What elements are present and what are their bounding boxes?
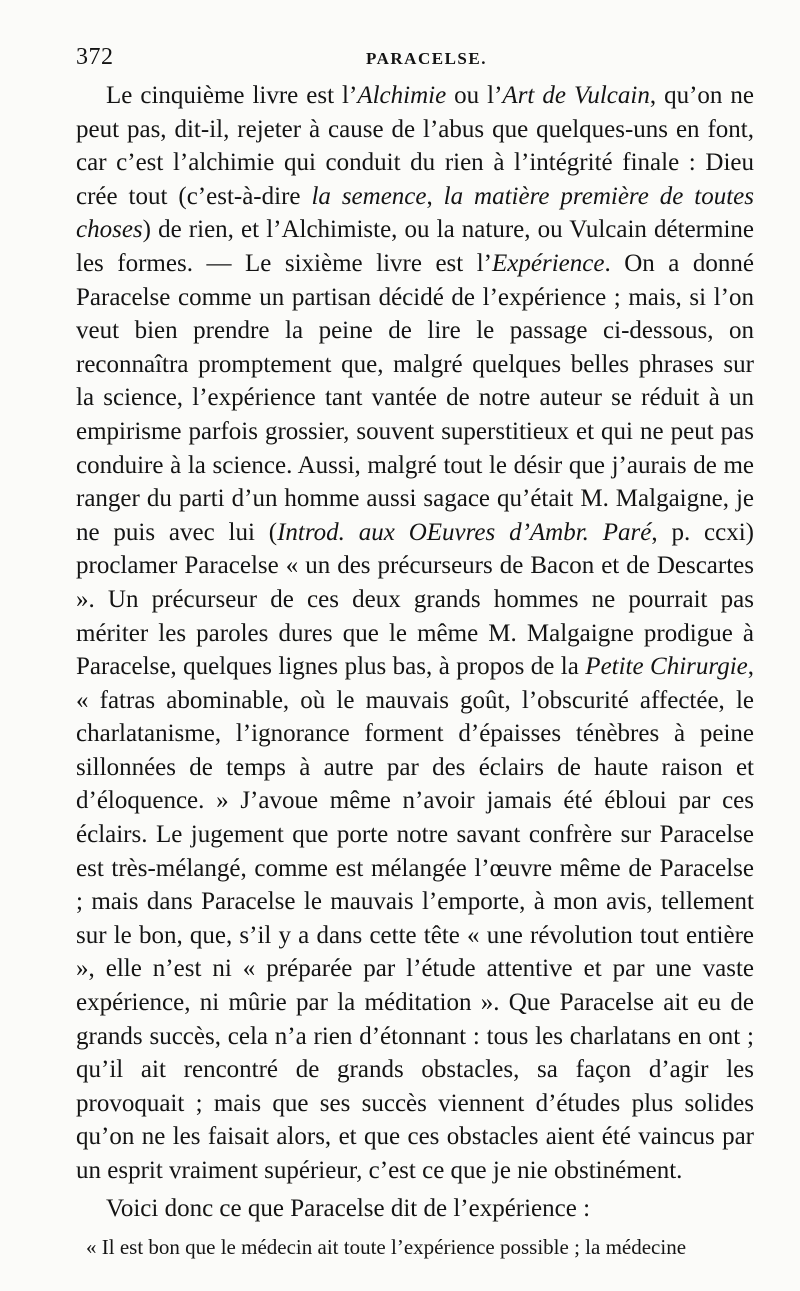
text-run: Le cinquième livre est l’ (106, 82, 358, 109)
italic-title-art-de-vulcain: Art de Vulcain (502, 82, 650, 109)
text-run: , qu’on ne peut pas, dit-il, rejeter à cause de l’abus que quelques-uns en font, car c’est l’alchimie qui conduit du rien à l’intégrité finale : Dieu crée tout (c’est-à-dire (76, 82, 754, 210)
page-header (76, 44, 756, 74)
text-run: . On a donné Paracelse comme un partisan décidé de l’expérience ; mais, si l’on veut bien prendre la peine de lire le passage ci-dessous, on reconnaîtra promptement que, malgré quelques belles phrases sur la science, l’expérience tant vantée de notre auteur se réduit à un empirisme parfois grossier, souvent superstitieux et qui ne peut pas conduire à la science. Aussi, malgré tout le désir que j’aurais de me ranger du parti d’un homme aussi sagace qu’était M. Malgaigne, je ne puis avec lui ( (76, 249, 754, 546)
italic-title-experience: Expérience (492, 249, 605, 277)
italic-title-petite-chirurgie: Petite Chirurgie (585, 653, 748, 681)
text-run: , « fatras abominable, où le mauvais goût, l’obscurité affectée, le charlatanisme, l’ignorance forment d’épaisses ténèbres à peine sillonnées de temps à autre par des éclairs de haute raison et d’éloquence. » J’avoue même n’avoir jamais été ébloui par ces éclairs. Le jugement que porte notre savant confrère sur Paracelse est très-mélangé, comme est mélangée l’œuvre même de Paracelse ; mais dans Paracelse le mauvais l’emporte, à mon avis, tellement sur le bon, que, s’il y a dans cette tête « une révolution tout entière », elle n’est ni « préparée par l’étude attentive et par une vaste expérience, ni mûrie par la méditation ». Que Paracelse ait eu de grands succès, cela n’a rien d’étonnant : tous les charlatans en ont ; qu’il ait rencontré de grands obstacles, sa façon d’agir les provoquait ; mais que ses succès viennent d’études plus solides qu’on ne les faisait alors, et que ces obstacles aient été vaincus par un esprit vraiment supérieur, c’est ce que je nie obstinément. (76, 653, 754, 1184)
page-number: 372 (76, 44, 114, 70)
text-run: ou l’ (446, 82, 503, 109)
italic-title-alchimie: Alchimie (357, 82, 447, 109)
paragraph-alchemy-experience (76, 79, 754, 1188)
quotation-opening-line: « Il est bon que le médecin ait toute l’expérience possible ; la médecine (86, 1235, 687, 1260)
paragraph-intro-quote: Voici donc ce que Paracelse dit de l’expérience : (106, 1194, 591, 1222)
text-run: , (426, 182, 444, 210)
text-run: , p. ccxi) proclamer Paracelse « un des précurseurs de Bacon et de Descartes ». Un précurseur de ces deux grands hommes ne pourrait pas mériter les paroles dures que le même M. Malgaigne prodigue à Paracelse, quelques lignes plus bas, à propos de la (76, 518, 755, 681)
text-run: ) de rien, et l’Alchimiste, ou la nature, ou Vulcain détermine les formes. — Le sixième livre est l’ (76, 216, 754, 277)
running-title: PARACELSE. (366, 49, 487, 68)
italic-term-matiere-premiere: la matière première de toutes choses (76, 182, 754, 244)
italic-term-semence: la semence (311, 182, 427, 210)
italic-citation-ambroise-pare: Introd. aux OEuvres d’Ambr. Paré (277, 518, 652, 546)
body-text (76, 79, 754, 1263)
